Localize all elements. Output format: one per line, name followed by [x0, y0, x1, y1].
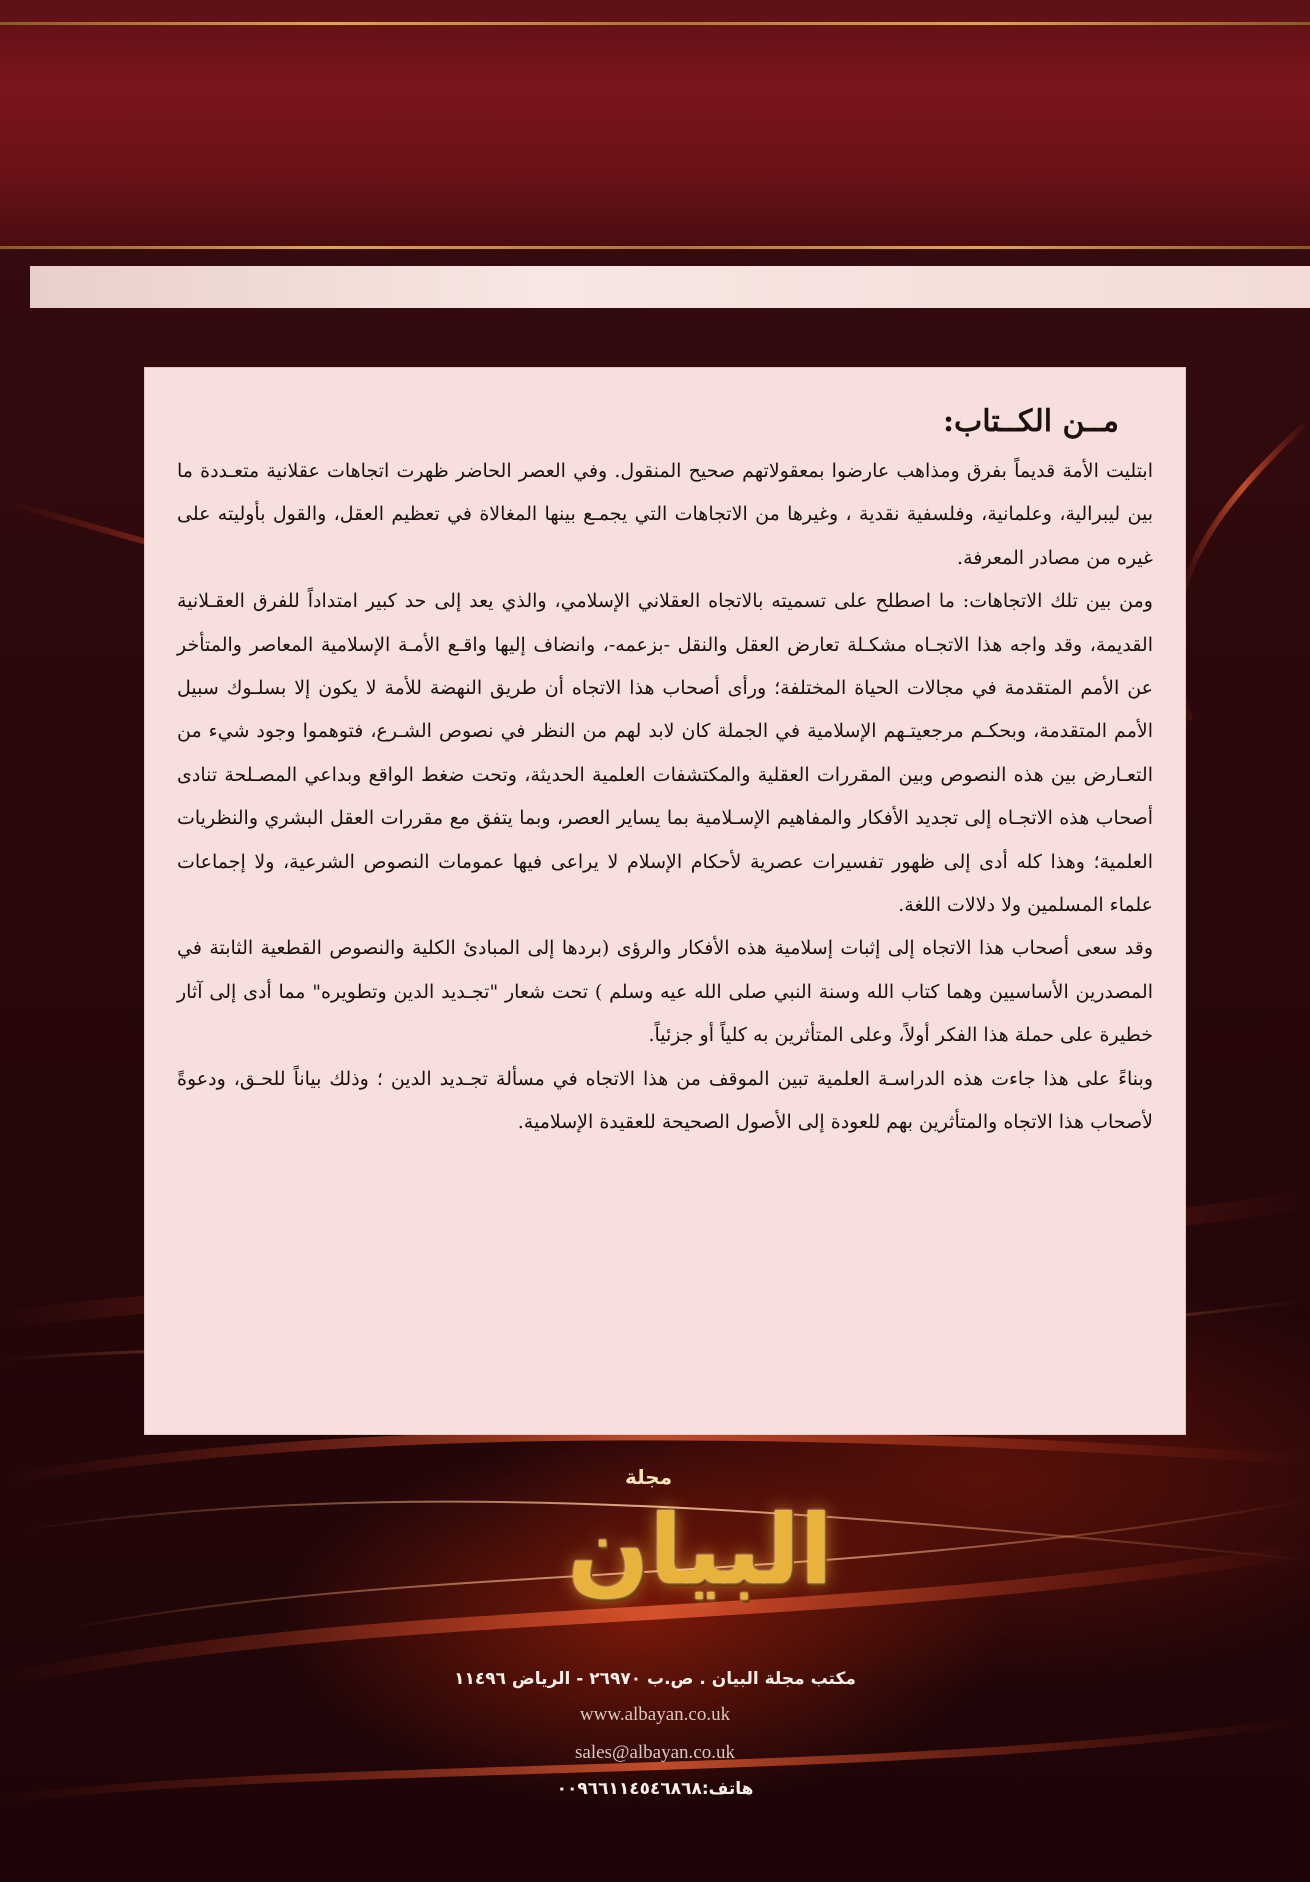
gold-rule-bottom [0, 246, 1310, 249]
streak [1176, 420, 1310, 720]
publisher-logo [555, 1465, 845, 1635]
gold-rule-top [0, 22, 1310, 25]
contact-email: sales@albayan.co.uk [575, 1742, 735, 1763]
excerpt-panel [145, 368, 1185, 1434]
excerpt-paragraph-4: وبناءً على هذا جاءت هذه الدراسـة العلمية تبين الموقف من هذا الاتجاه في مسألة تجـديد الدين ؛ وذلك بياناً للحـق، ودعوةً لأصحاب هذا الاتجاه والمتأثرين بهم للعودة إلى الأصول الصحيحة للعقيدة الإسلامية. [177, 1067, 1153, 1134]
contact-website: www.albayan.co.uk [579, 1704, 731, 1725]
excerpt-paragraph-1: ابتليت الأمة قديماً بفرق ومذاهب عارضوا بمعقولاتهم صحيح المنقول. وفي العصر الحاضر ظهرت اتجاهات عقلانية متعـددة ما بين ليبرالية، وعلمانية، وفلسفية نقدية ، وغيرها من الاتجاهات التي يجمـع بينها المغالاة في تعظيم العقل، والقول بأوليته على غيره من مصادر المعرفة. [177, 460, 1153, 569]
excerpt-paragraph-3: وقد سعى أصحاب هذا الاتجاه إلى إثبات إسلامية هذه الأفكار والرؤى (بردها إلى المبادئ الكلية والنصوص القطعية الثابتة في المصدرين الأساسيين وهما كتاب الله وسنة النبي صلى الله عيه وسلم ) تحت شعار "تجـديد الدين وتطويره" مما أدى إلى آثار خطيرة على حملة هذا الفكر أولاً، وعلى المتأثرين به كلياً أو جزئياً. [177, 937, 1153, 1047]
excerpt-heading: مــن الكــتاب: [942, 404, 1119, 439]
excerpt-text-block [177, 400, 1153, 1145]
publisher-contact [355, 1662, 955, 1806]
top-red-band [0, 0, 1310, 248]
excerpt-paragraph-2: ومن بين تلك الاتجاهات: ما اصطلح على تسميته بالاتجاه العقلاني الإسلامي، والذي يعد إلى حد كبير امتداداً للفرق العقـلانية القديمة، وقد واجه هذا الاتجـاه مشكـلة تعارض العقل والنقل -بزعمه-، وانضاف إليها واقـع الأمـة الإسلامية المعاصر والمتأخر عن الأمم المتقدمة في مجالات الحياة المختلفة؛ ورأى أصحاب هذا الاتجاه أن طريق النهضة للأمة لا يكون إلا بسلـوك سبيل الأمم المتقدمة، وبحكـم مرجعيتـهم الإسلامية في الجملة كان لابد لهم من النظر في نصوص الشـرع، فتوهموا وجود شيء من التعـارض بين هذه النصوص وبين المقررات العقلية والمكتشفات العلمية الحديثة، وتحت ضغط الواقع وبداعي المصـلحة تنادى أصحاب هذه الاتجـاه إلى تجديد الأفكار والمفاهيم الإسـلامية بما يساير العصر، وبما يتفق مع مقررات العقل البشري والنظريات العلمية؛ وهذا كله أدى إلى ظهور تفسيرات عصرية لأحكام الإسلام لا يراعى فيها عمومات النصوص الشرعية، ولا إجماعات علماء المسلمين ولا دلالات اللغة. [177, 590, 1153, 917]
logo-small-label: مجلة [625, 1465, 673, 1489]
contact-address: مكتب مجلة البيان . ص.ب ٢٦٩٧٠ - الرياض ١١٤٩٦ [454, 1669, 856, 1689]
logo-name: البيان [567, 1494, 833, 1606]
contact-phone: هاتف:٠٠٩٦٦١١٤٥٤٦٨٦٨ [556, 1779, 754, 1799]
